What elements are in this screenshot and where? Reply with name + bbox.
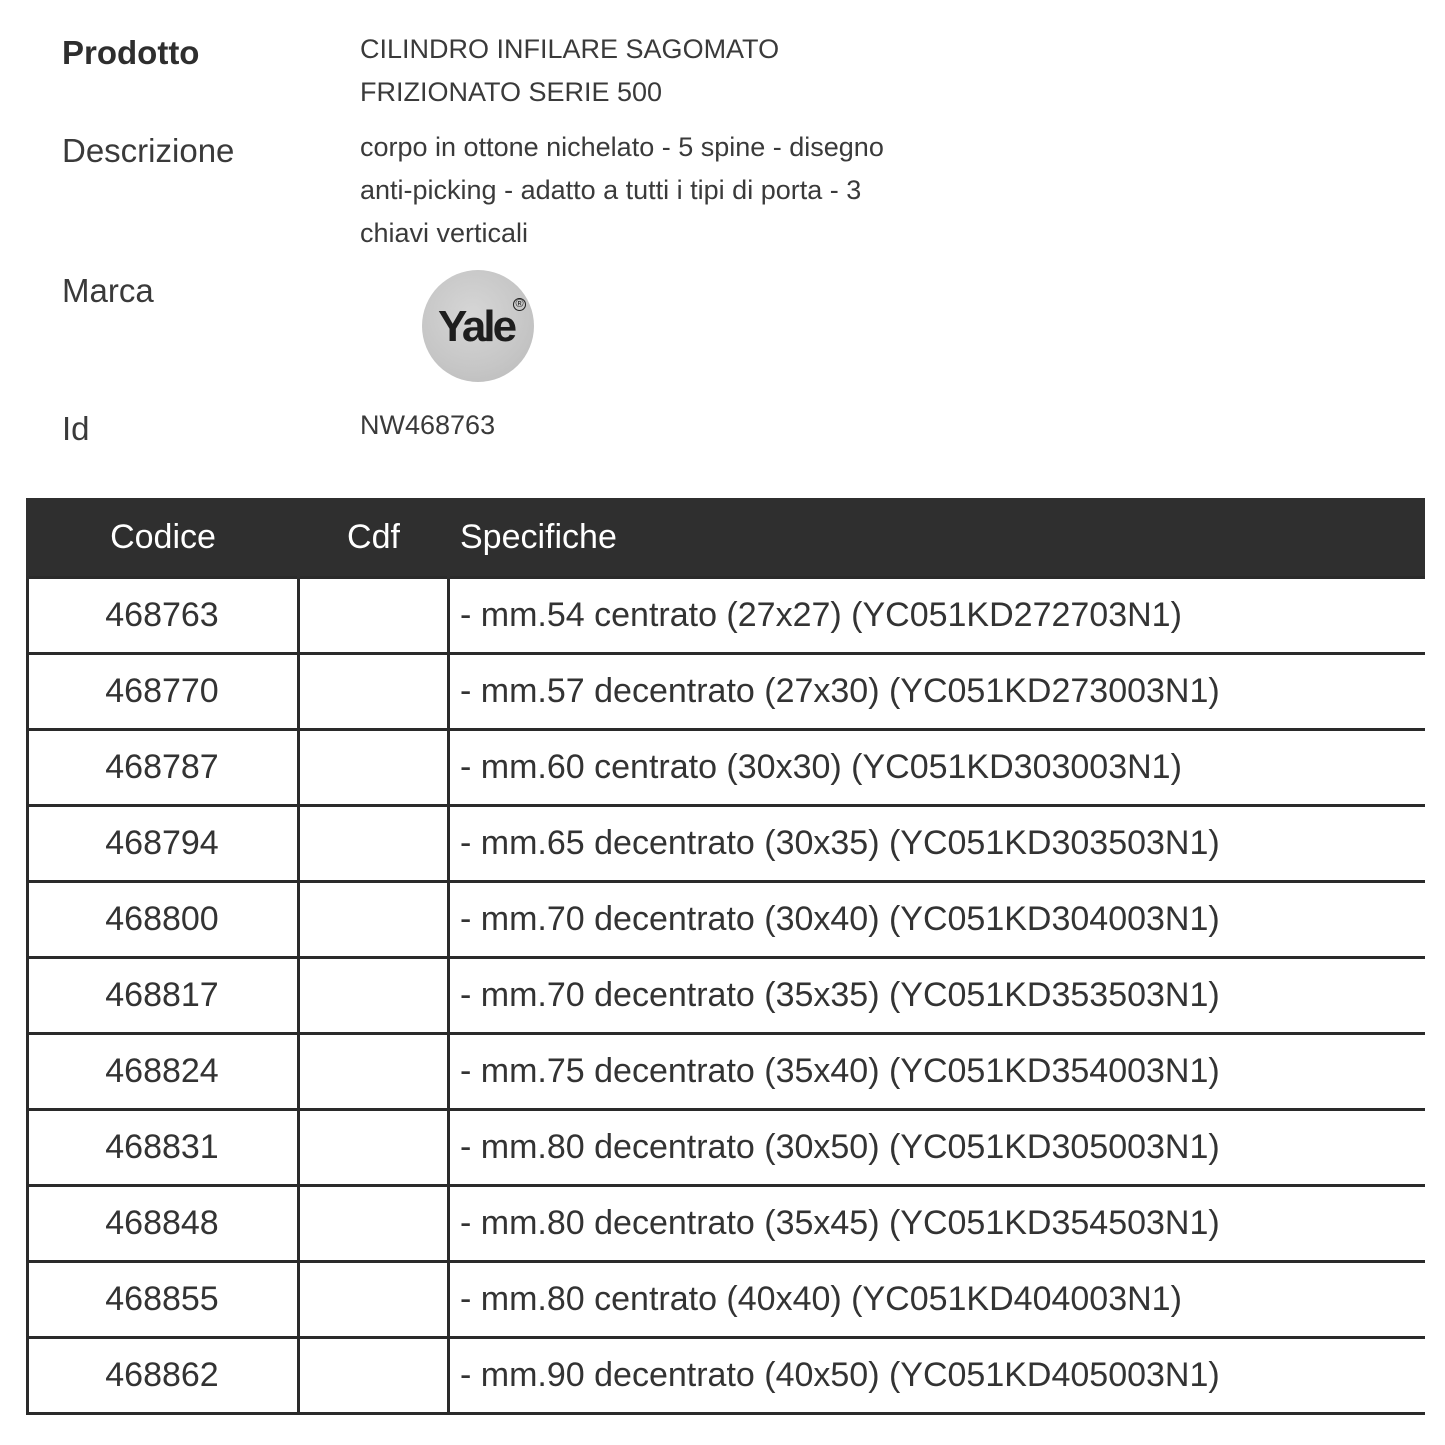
- table-row: [28, 806, 1425, 882]
- cell-codice: 468824: [28, 1034, 299, 1110]
- descrizione-line: chiavi verticali: [360, 218, 529, 248]
- column-header-specifiche: Specifiche: [449, 498, 1425, 578]
- cell-cdf: [299, 1338, 449, 1414]
- table-row: [28, 1186, 1425, 1262]
- id-value: NW468763: [360, 410, 496, 440]
- column-header-cdf: Cdf: [299, 498, 449, 578]
- cell-cdf: [299, 1262, 449, 1338]
- table-row: [28, 958, 1425, 1034]
- cell-cdf: [299, 882, 449, 958]
- marca-label: Marca: [62, 272, 154, 309]
- table-row: [28, 1034, 1425, 1110]
- cell-specifiche: - mm.80 decentrato (30x50) (YC051KD305003N1): [449, 1110, 1425, 1186]
- descrizione-line: corpo in ottone nichelato - 5 spine - disegno: [360, 132, 884, 162]
- yale-logo: [422, 270, 534, 382]
- table-row: [28, 578, 1425, 654]
- variants-table: [26, 498, 1425, 1415]
- descrizione-line: anti-picking - adatto a tutti i tipi di porta - 3: [360, 175, 862, 205]
- descrizione-value: [360, 126, 960, 255]
- cell-specifiche: - mm.54 centrato (27x27) (YC051KD272703N1): [449, 578, 1425, 654]
- table-row: [28, 882, 1425, 958]
- table-row: [28, 1338, 1425, 1414]
- table-row: [28, 654, 1425, 730]
- cell-codice: 468831: [28, 1110, 299, 1186]
- table-header: [28, 498, 1425, 578]
- cell-specifiche: - mm.90 decentrato (40x50) (YC051KD405003N1): [449, 1338, 1425, 1414]
- cell-specifiche: - mm.70 decentrato (35x35) (YC051KD353503N1): [449, 958, 1425, 1034]
- cell-codice: 468770: [28, 654, 299, 730]
- descrizione-label: Descrizione: [62, 132, 235, 169]
- prodotto-line: FRIZIONATO SERIE 500: [360, 77, 663, 107]
- cell-codice: 468787: [28, 730, 299, 806]
- cell-cdf: [299, 654, 449, 730]
- cell-codice: 468855: [28, 1262, 299, 1338]
- table-row: [28, 730, 1425, 806]
- cell-codice: 468794: [28, 806, 299, 882]
- cell-specifiche: - mm.75 decentrato (35x40) (YC051KD354003N1): [449, 1034, 1425, 1110]
- cell-codice: 468817: [28, 958, 299, 1034]
- yale-logo-text: [437, 298, 524, 352]
- cell-cdf: [299, 958, 449, 1034]
- table-header-row: [28, 498, 1425, 578]
- prodotto-line: CILINDRO INFILARE SAGOMATO: [360, 34, 780, 64]
- cell-specifiche: - mm.80 centrato (40x40) (YC051KD404003N1): [449, 1262, 1425, 1338]
- cell-codice: 468862: [28, 1338, 299, 1414]
- prodotto-value: [360, 28, 960, 114]
- cell-specifiche: - mm.80 decentrato (35x45) (YC051KD354503N1): [449, 1186, 1425, 1262]
- variants-table-container: [26, 498, 1423, 1415]
- cell-cdf: [299, 1110, 449, 1186]
- cell-cdf: [299, 1034, 449, 1110]
- id-label: Id: [62, 410, 90, 447]
- table-body: [28, 578, 1425, 1414]
- yale-logo-wordmark: Yale: [437, 302, 515, 351]
- cell-cdf: [299, 578, 449, 654]
- cell-cdf: [299, 1186, 449, 1262]
- cell-specifiche: - mm.57 decentrato (27x30) (YC051KD273003N1): [449, 654, 1425, 730]
- cell-specifiche: - mm.65 decentrato (30x35) (YC051KD303503N1): [449, 806, 1425, 882]
- cell-codice: 468800: [28, 882, 299, 958]
- table-row: [28, 1262, 1425, 1338]
- cell-codice: 468763: [28, 578, 299, 654]
- registered-mark-icon: ®: [513, 298, 526, 311]
- cell-codice: 468848: [28, 1186, 299, 1262]
- column-header-codice: Codice: [28, 498, 299, 578]
- cell-specifiche: - mm.70 decentrato (30x40) (YC051KD304003N1): [449, 882, 1425, 958]
- cell-specifiche: - mm.60 centrato (30x30) (YC051KD303003N1): [449, 730, 1425, 806]
- prodotto-label: Prodotto: [62, 34, 200, 71]
- table-row: [28, 1110, 1425, 1186]
- cell-cdf: [299, 730, 449, 806]
- cell-cdf: [299, 806, 449, 882]
